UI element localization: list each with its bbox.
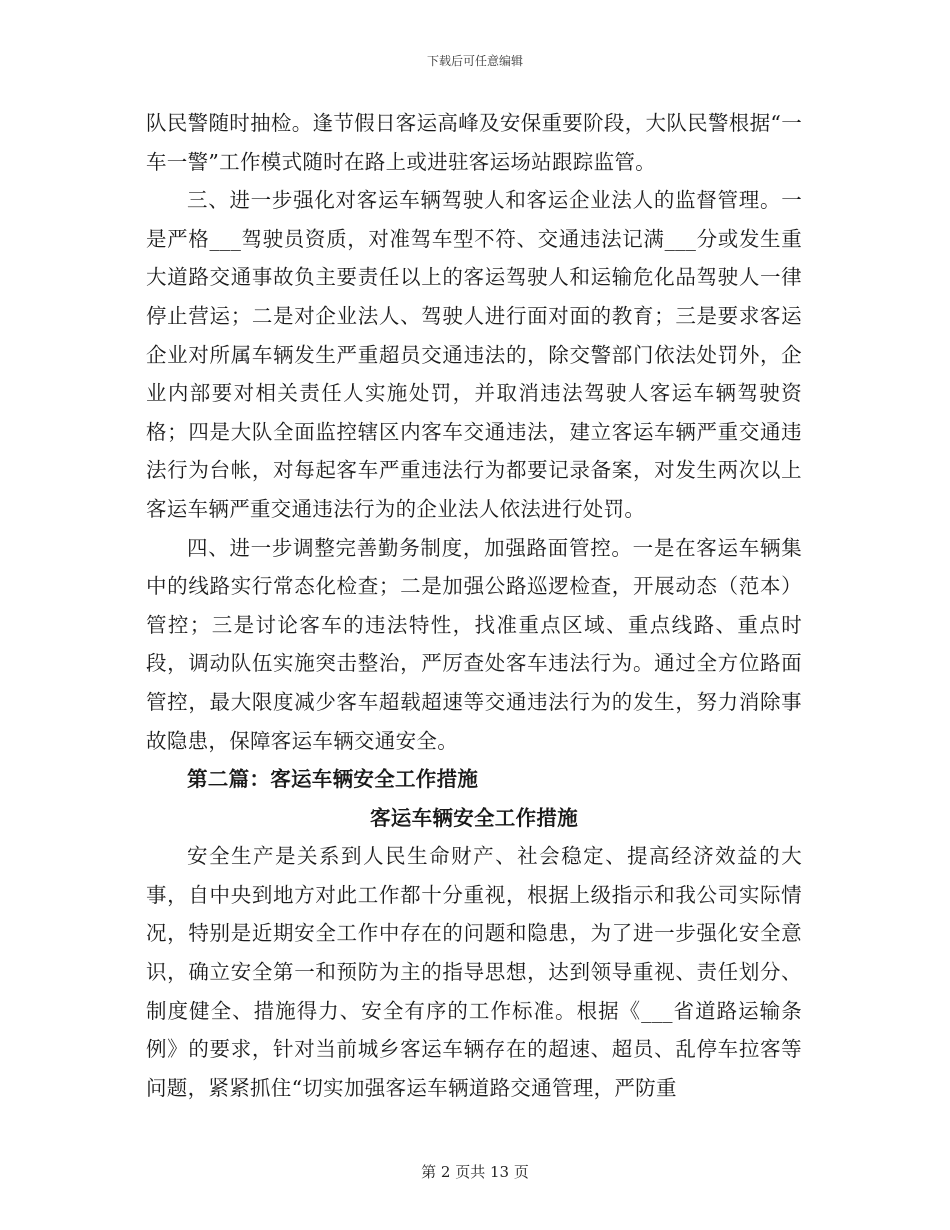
- paragraph-section-four: 四、进一步调整完善勤务制度，加强路面管控。一是在客运车辆集中的线路实行常态化检查；二是加强公路巡逻检查，开展动态（范本）管控；三是讨论客车的违法特性，找准重点区域、重点线路、重点时段，调动队伍实施突击整治，严厉查处客车违法行为。通过全方位路面管控，最大限度减少客车超载超速等交通违法行为的发生，努力消除事故隐患，保障客运车辆交通安全。: [146, 535, 802, 753]
- paragraph-section-three: 三、进一步强化对客运车辆驾驶人和客运企业法人的监督管理。一是严格___驾驶员资质，对准驾车型不符、交通违法记满___分或发生重大道路交通事故负主要责任以上的客运驾驶人和运输危化品驾驶人一律停止营运；二是对企业法人、驾驶人进行面对面的教育；三是要求客运企业对所属车辆发生严重超员交通违法的，除交警部门依法处罚外，企业内部要对相关责任人实施处罚，并取消违法驾驶人客运车辆驾驶资格；四是大队全面监控辖区内客车交通违法，建立客运车辆严重交通违法行为台帐，对每起客车严重违法行为都要记录备案，对发生两次以上客运车辆严重交通违法行为的企业法人依法进行处罚。: [146, 188, 802, 521]
- page-footer: 第 2 页共 13 页: [421, 1163, 529, 1181]
- document-body: [146, 104, 802, 1107]
- document-title: 客运车辆安全工作措施: [370, 805, 578, 830]
- paragraph-continuation: 队民警随时抽检。逢节假日客运高峰及安保重要阶段，大队民警根据“一车一警”工作模式随时在路上或进驻客运场站跟踪监管。: [146, 111, 802, 174]
- page-header: 下载后可任意编辑: [426, 54, 523, 68]
- paragraph-intro: 安全生产是关系到人民生命财产、社会稳定、提高经济效益的大事，自中央到地方对此工作都十分重视，根据上级指示和我公司实际情况，特别是近期安全工作中存在的问题和隐患，为了进一步强化安全意识，确立安全第一和预防为主的指导思想，达到领导重视、责任划分、制度健全、措施得力、安全有序的工作标准。根据《___省道路运输条例》的要求，针对当前城乡客运车辆存在的超速、超员、乱停车拉客等问题，紧紧抓住“切实加强客运车辆道路交通管理，严防重: [146, 844, 802, 1100]
- part-two-heading: 第二篇：客运车辆安全工作措施: [187, 767, 479, 792]
